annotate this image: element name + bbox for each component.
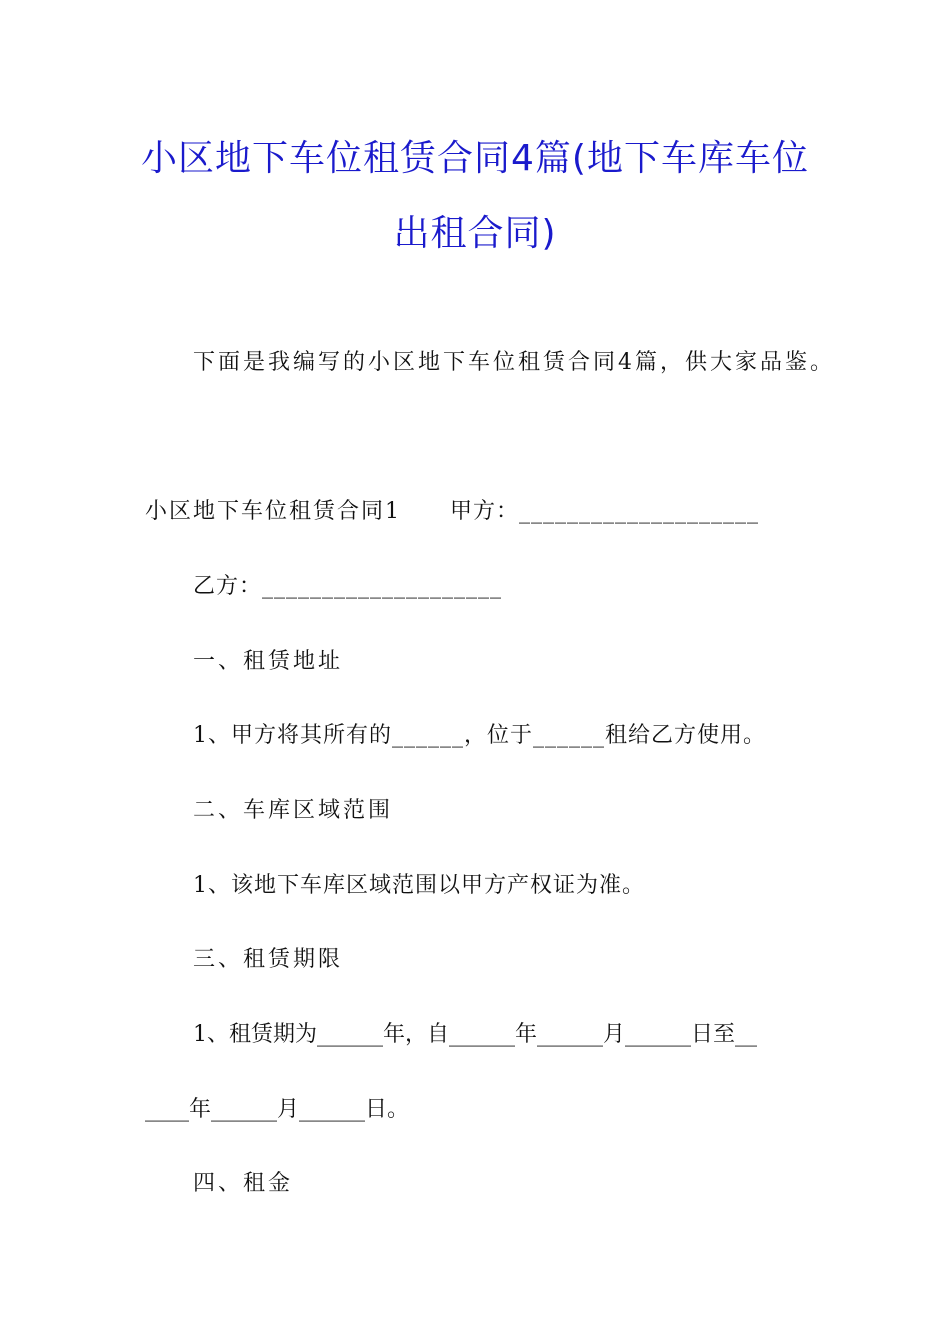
- section-2-item-1: 1、该地下车库区域范围以甲方产权证为准。: [193, 873, 645, 898]
- section-3-item-1-line-1: 1、租赁期为______年，自______年______月______日至__: [193, 1022, 757, 1047]
- party-b-field: 乙方：____________________: [193, 574, 503, 599]
- section-4-title: 四、租金: [193, 1171, 294, 1196]
- document-title-line-2: 出租合同): [393, 213, 557, 254]
- section-1-title: 一、租赁地址: [193, 649, 344, 674]
- section-1-item-1: 1、甲方将其所有的______，位于______租给乙方使用。: [193, 723, 766, 748]
- intro-paragraph: 下面是我编写的小区地下车位租赁合同4篇，供大家品鉴。: [193, 350, 835, 375]
- section-3-title: 三、租赁期限: [193, 947, 344, 972]
- document-title-line-1: 小区地下车位租赁合同4篇(地下车库车位: [141, 138, 809, 179]
- section-2-title: 二、车库区域范围: [193, 798, 394, 823]
- contract-heading: 小区地下车位租赁合同1: [145, 499, 401, 524]
- section-3-item-1-line-2: ____年______月______日。: [145, 1097, 410, 1122]
- party-a-field: 甲方：____________________: [450, 499, 760, 524]
